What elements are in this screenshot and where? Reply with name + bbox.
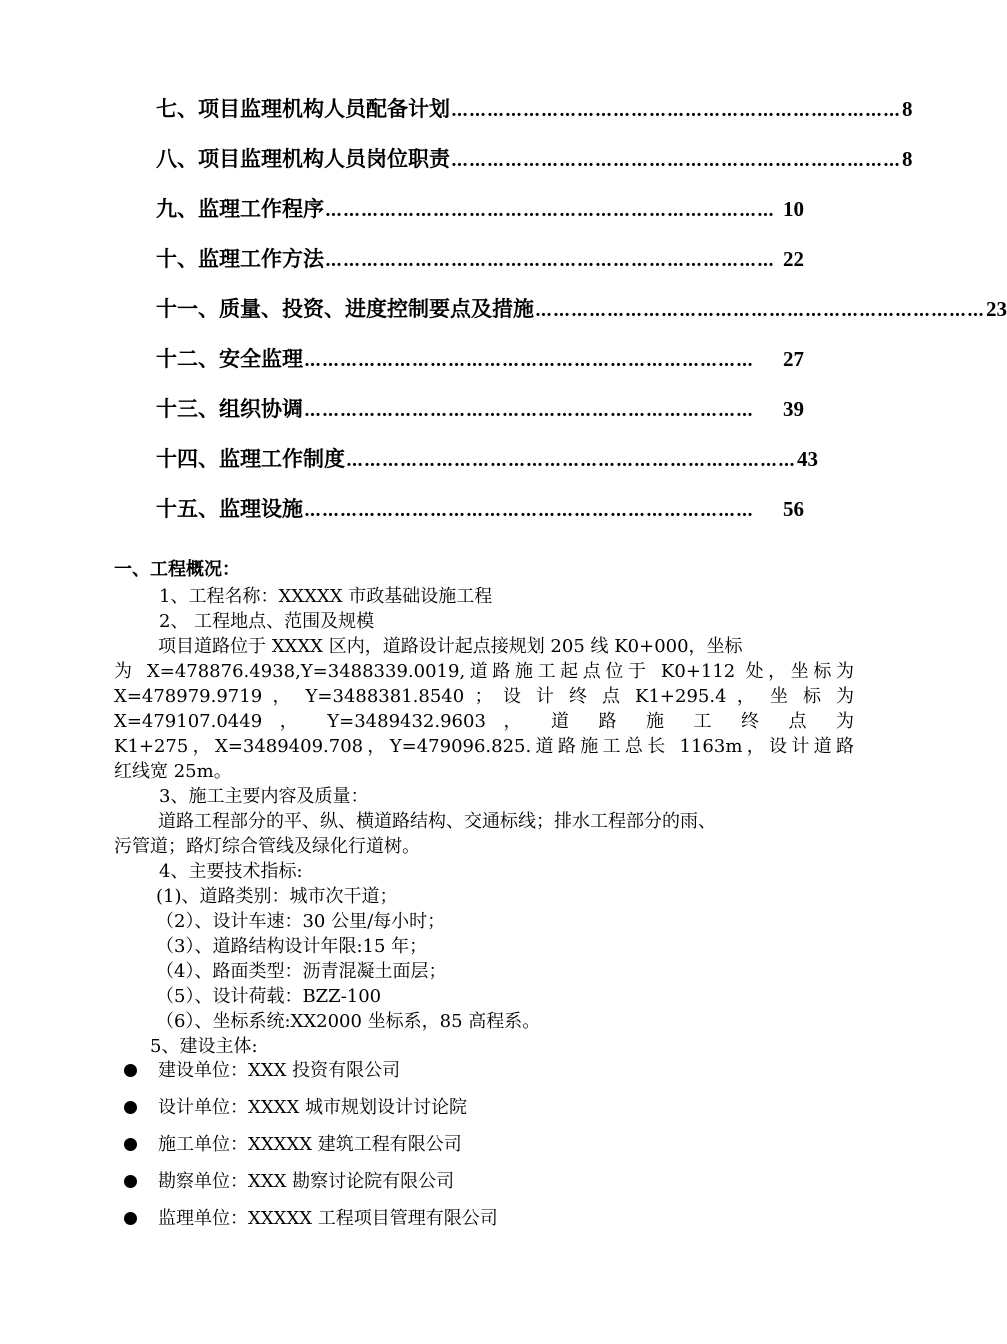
tech-spec-item: （2）、设计车速：30 公里/每小时； <box>156 911 446 932</box>
toc-entry-title: 七、项目监理机构人员配备计划 <box>156 96 450 121</box>
toc-entry-title: 十五、监理设施 <box>156 496 303 521</box>
parties-heading: 5、建设主体: <box>150 1036 258 1057</box>
toc-entry-title: 八、项目监理机构人员岗位职责 <box>156 146 450 171</box>
list-item <box>124 1126 824 1163</box>
list-item <box>124 1052 824 1089</box>
location-paragraph-line: K1+275，X=3489409.708，Y=479096.825.道路施工总长 1163m，设计道路 <box>114 736 854 757</box>
party-text: 勘察单位：XXX 勘察讨论院有限公司 <box>158 1170 455 1192</box>
toc-entry[interactable] <box>156 240 804 290</box>
toc-entry-page: 39 <box>783 397 804 421</box>
toc-entry-page: 22 <box>783 247 804 271</box>
list-item <box>124 1163 824 1200</box>
toc-entry-page: 43 <box>797 447 818 471</box>
bullet-icon <box>124 1212 137 1225</box>
toc-entry[interactable] <box>156 290 1007 340</box>
party-text: 设计单位：XXXX 城市规划设计讨论院 <box>158 1096 467 1118</box>
toc-leader-dots: ………………………………………………………………… <box>325 251 775 271</box>
toc-leader-dots: ………………………………………………………………… <box>451 101 901 121</box>
toc-entry-page: 10 <box>783 197 804 221</box>
project-name-line: 1、工程名称：XXXXX 市政基础设施工程 <box>159 586 493 607</box>
toc-entry[interactable] <box>156 440 818 490</box>
bullet-icon <box>124 1138 137 1151</box>
toc-entry-page: 23 <box>986 297 1007 321</box>
construction-content-line: 污管道；路灯综合管线及绿化行道树。 <box>114 836 420 857</box>
party-text: 建设单位：XXX 投资有限公司 <box>158 1059 401 1081</box>
location-paragraph-line: 为 X=478876.4938,Y=3488339.0019,道路施工起点位于 K0+112 处，坐标为 <box>114 661 854 682</box>
section-heading: 一、工程概况： <box>114 559 240 580</box>
toc-entry-page: 56 <box>783 497 804 521</box>
project-overview-section <box>114 556 854 1059</box>
location-paragraph-line: X=478979.9719 ， Y=3488381.8540 ； 设 计 终 点 K1+295.4 ， 坐 标 为 <box>114 686 854 707</box>
toc-leader-dots: ………………………………………………………………… <box>325 201 775 221</box>
tech-spec-item: （4）、路面类型：沥青混凝土面层； <box>156 961 447 982</box>
tech-spec-item: （3）、道路结构设计年限:15 年； <box>156 936 428 957</box>
bullet-icon <box>124 1101 137 1114</box>
toc-leader-dots: ………………………………………………………………… <box>304 351 754 371</box>
toc-entry-title: 十三、组织协调 <box>156 396 303 421</box>
party-text: 监理单位：XXXXX 工程项目管理有限公司 <box>158 1207 498 1229</box>
table-of-contents <box>156 90 1007 540</box>
toc-entry[interactable] <box>156 340 804 390</box>
toc-entry-title: 十二、安全监理 <box>156 346 303 371</box>
construction-content-heading: 3、施工主要内容及质量： <box>159 786 369 807</box>
construction-content-line: 道路工程部分的平、纵、横道路结构、交通标线；排水工程部分的雨、 <box>158 811 716 832</box>
list-item <box>124 1200 824 1237</box>
toc-entry-title: 十四、监理工作制度 <box>156 446 345 471</box>
tech-spec-item: （5）、设计荷载：BZZ-100 <box>156 986 382 1007</box>
toc-entry[interactable] <box>156 190 804 240</box>
parties-list <box>124 1052 824 1237</box>
bullet-icon <box>124 1064 137 1077</box>
location-paragraph-line: X=479107.0449 ， Y=3489432.9603 ， 道 路 施 工 终 点 为 <box>114 711 854 732</box>
bullet-icon <box>124 1175 137 1188</box>
toc-entry[interactable] <box>156 490 804 540</box>
location-paragraph-line: 红线宽 25m。 <box>114 761 232 782</box>
location-paragraph-line: 项目道路位于 XXXX 区内，道路设计起点接规划 205 线 K0+000，坐标 <box>158 636 743 657</box>
tech-spec-item: （6）、坐标系统:XX2000 坐标系，85 高程系。 <box>156 1011 541 1032</box>
tech-spec-item: (1)、道路类别：城市次干道； <box>156 886 398 907</box>
location-scope-heading: 2、 工程地点、范围及规模 <box>159 611 375 632</box>
toc-leader-dots: ………………………………………………………………… <box>451 151 901 171</box>
toc-entry-title: 九、监理工作程序 <box>156 196 324 221</box>
toc-entry[interactable] <box>156 390 804 440</box>
toc-leader-dots: ………………………………………………………………… <box>304 501 754 521</box>
toc-entry-title: 十一、质量、投资、进度控制要点及措施 <box>156 296 534 321</box>
tech-indicators-heading: 4、主要技术指标: <box>159 861 303 882</box>
toc-entry-page: 27 <box>783 347 804 371</box>
toc-entry[interactable] <box>156 90 913 140</box>
toc-entry-title: 十、监理工作方法 <box>156 246 324 271</box>
toc-leader-dots: ………………………………………………………………… <box>304 401 754 421</box>
toc-leader-dots: ………………………………………………………………… <box>535 301 985 321</box>
list-item <box>124 1089 824 1126</box>
toc-entry[interactable] <box>156 140 913 190</box>
toc-entry-page: 8 <box>902 97 913 121</box>
party-text: 施工单位：XXXXX 建筑工程有限公司 <box>158 1133 462 1155</box>
toc-leader-dots: ………………………………………………………………… <box>346 451 796 471</box>
toc-entry-page: 8 <box>902 147 913 171</box>
